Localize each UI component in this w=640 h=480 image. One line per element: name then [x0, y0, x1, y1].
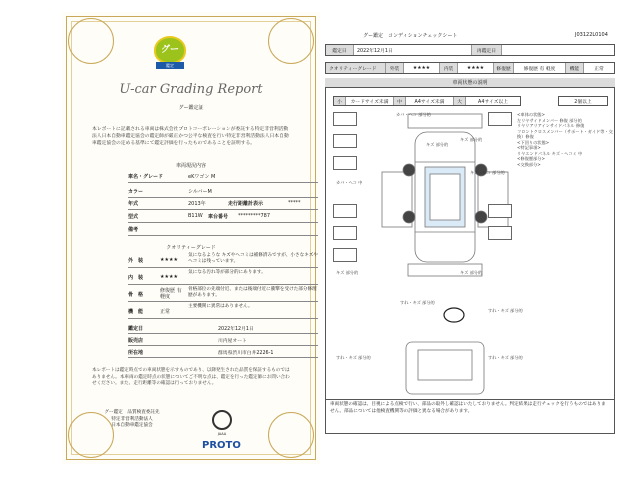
shop-row: 販売店 川内屋オート: [128, 334, 318, 346]
jaaa-seal-icon: [212, 410, 232, 430]
vehicle-remarks-row: 備考: [128, 221, 318, 236]
damage-note: すれ・キズ 部分的: [336, 355, 371, 360]
vehicle-year-row: 年式 2013年 走行距離計表示 *****: [128, 195, 318, 210]
damage-note: キズ・ヘコ 部分的: [470, 170, 505, 175]
quality-row-function: 機 能 正常 主要機関に異常はありません。: [128, 302, 318, 319]
goo-kantei-logo: グー 鑑定: [150, 34, 190, 74]
damage-note: カバ・ヘコ 中: [336, 180, 363, 185]
grading-certificate: [62, 12, 320, 464]
disclaimer-text: 本レポートは鑑定時点での車両状態を示すものであり、以降発生された品質を保証するものではありません。本車両の鑑定時点の状態についてご不明な点は、鑑定を行った鑑定師にお問い合わせください。また、走行距離等の確認は行っておりません。: [92, 368, 290, 386]
sheet-footer-note: 車両状態の確認は、目視による点検で行い、部品の取外し確認はいたしておりません。判定結果は走行チェックを行うものではありません。部品については他検査機関等の評価と異なる場合があります。: [325, 400, 615, 434]
note-box: [333, 204, 357, 218]
ornament-bottom-right: [268, 412, 314, 458]
damage-note: カバ・ヘコ 部分的: [396, 112, 431, 117]
note-box: [333, 112, 357, 126]
quality-grade-table: クオリティーグレード 外装 ★★★★ 内装 ★★★★ 修復歴 修復歴 有 軽度 機能 正常: [325, 62, 615, 74]
note-box: [333, 248, 357, 262]
note-box: [488, 204, 512, 218]
count-legend: 2個以上: [558, 96, 608, 106]
damage-note: すれ・キズ 部分的: [488, 308, 523, 313]
jaaa-label: JAAA: [217, 432, 227, 436]
report-title: U-car Grading Report: [119, 82, 263, 97]
inspection-date-row: 鑑定日 2022年12月1日: [128, 322, 318, 334]
inspection-date-table: 鑑定日 2022年12月1日 再鑑定日: [325, 44, 615, 56]
address-row: 所在地 群馬県渋川市白井2226-1: [128, 346, 318, 358]
damage-note: キズ 部分的: [460, 270, 483, 275]
vehicle-model-row: 型式 B11W 車台番号 *********787: [128, 208, 318, 223]
damage-size-legend: 小 カードサイズ未満 中 A4サイズ未満 大 A4サイズ以上: [333, 96, 521, 106]
quality-row-frame: 骨 格 修復歴 有 軽度 骨格部位の先端付近、または後端付近に衝撃を受けた部分修理歴があります。: [128, 287, 317, 300]
note-box: [333, 156, 357, 170]
vehicle-color-row: カラー シルバーM: [128, 183, 318, 198]
damage-note: キズ 部分的: [426, 142, 449, 147]
vehicle-section-title: 車両現況内容: [175, 163, 206, 169]
damage-note: すれ・キズ 部分的: [488, 355, 523, 360]
note-box: [333, 226, 357, 240]
status-title: 車両状態の説明: [325, 78, 615, 88]
document-number: J03122L0104: [575, 32, 608, 38]
damage-note: すれ・キズ 部分的: [400, 300, 435, 305]
damage-note: キズ 部分的: [336, 270, 359, 275]
signature-block: グー鑑定 品質検査委託先 特定非営利活動法人 日本自動車鑑定協会: [104, 410, 160, 428]
note-box: [333, 134, 357, 148]
damage-note: キズ 部分的: [460, 137, 483, 142]
intro-text: 本レポートに記載される車両は株式会社プロトコーポレーションが委託する特定非営利活動法人日本自動車鑑定協会の鑑定師が厳正かつ公平な検査を行い特定非営利活動法人日本自動車鑑定協会の定める基準にて鑑定評価を行ったものであることを証明する。: [92, 127, 289, 146]
quality-row-exterior: 外 装 ★★★★ 気になるような キズやヘコミは補修済みですが、小さなキズや ヘコミは残っています。: [128, 251, 318, 268]
quality-row-interior: 内 装 ★★★★ 気になる汚れ等が部分的にあります。: [128, 268, 318, 285]
vehicle-grade-row: 車名・グレード eKワゴン M: [128, 168, 318, 183]
quality-section-title: クオリティーグレード: [166, 245, 216, 251]
ornament-top-left: [68, 18, 114, 64]
ornament-top-right: [268, 18, 314, 64]
note-box: [488, 112, 512, 126]
sheet-header: グー鑑定 コンディションチェックシート: [363, 33, 458, 39]
note-box: [488, 226, 512, 240]
condition-legend: <車体の状態> 左リヤサイドメンバー 修復 部分的 リヤリアリアインサイドパネル 修復 フロントクロスメンバー（サポート・ガイド等・交換）修復 <下回りの状態> <特記事項> リヤエンドパネル キズ・ヘコミ 中 <修復歴部分> <交換部分>: [517, 112, 613, 167]
issuer-label: グー鑑定証: [178, 105, 204, 111]
proto-logo: PROTO: [202, 440, 241, 451]
